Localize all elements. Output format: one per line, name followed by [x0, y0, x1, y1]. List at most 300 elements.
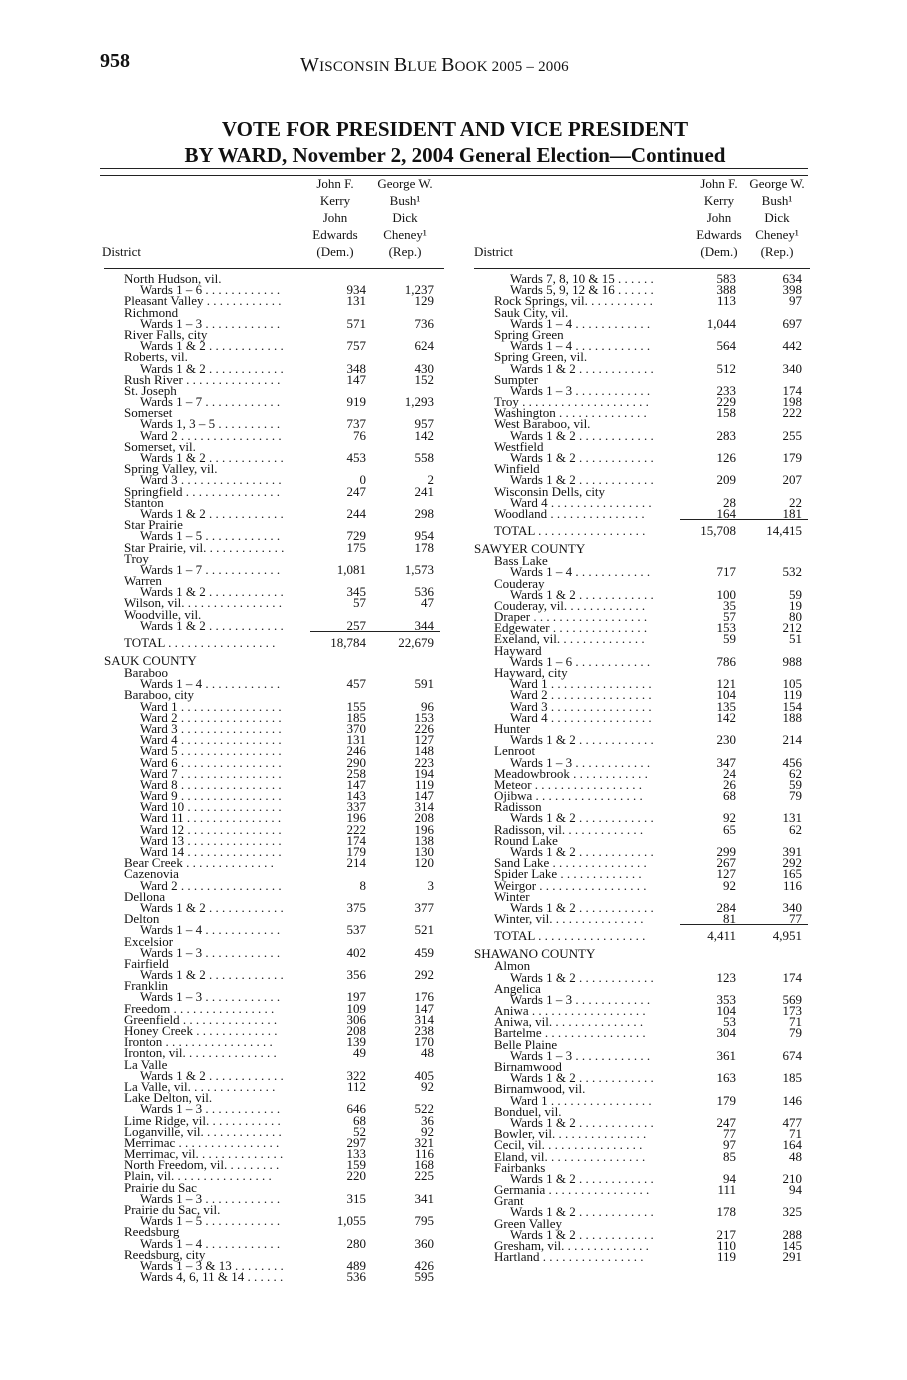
dem-votes: 135 — [716, 698, 736, 714]
district-label: Franklin — [124, 978, 169, 994]
district-label: Ward 2 . . . . . . . . . . . . . . . . — [510, 687, 652, 703]
dem-votes: 217 — [716, 1226, 736, 1242]
dem-header-line: (Dem.) — [700, 244, 738, 259]
dem-votes: 230 — [716, 732, 736, 748]
rep-votes: 340 — [782, 899, 802, 915]
dem-votes: 353 — [716, 991, 736, 1007]
district-label: Ojibwa . . . . . . . . . . . . . . . . . — [494, 788, 643, 804]
rep-header-line: Dick — [392, 210, 418, 225]
rep-votes: 153 — [414, 709, 434, 725]
rep-votes: 154 — [782, 698, 802, 714]
rep-votes: 360 — [414, 1235, 434, 1251]
dem-votes: 81 — [723, 911, 736, 927]
dem-votes: 121 — [716, 676, 736, 692]
rep-header-line: Cheney¹ — [383, 227, 427, 242]
dem-votes: 267 — [716, 855, 736, 871]
book-title-isconsin: ISCONSIN — [319, 59, 394, 75]
dem-votes: 185 — [346, 709, 366, 725]
dem-votes: 131 — [346, 293, 366, 309]
district-label: La Valle, vil. . . . . . . . . . . . . . — [124, 1078, 276, 1094]
district-label: Springfield . . . . . . . . . . . . . . . — [124, 483, 280, 499]
rep-votes: 178 — [414, 539, 434, 555]
rep-votes: 532 — [782, 564, 802, 580]
district-label: Rock Springs, vil. . . . . . . . . . . — [494, 293, 653, 309]
rep-votes: 116 — [782, 877, 802, 893]
district-label: Aniwa . . . . . . . . . . . . . . . . . . — [494, 1003, 646, 1019]
district-label: Wards 1 & 2 . . . . . . . . . . . . — [140, 584, 284, 600]
district-label: Wards 1 – 3 . . . . . . . . . . . . — [140, 1190, 281, 1206]
rep-votes: 196 — [414, 821, 434, 837]
rep-header-line: (Rep.) — [388, 244, 422, 259]
dem-votes: 729 — [346, 528, 366, 544]
district-label: Plain, vil. . . . . . . . . . . . . . . . — [124, 1168, 272, 1184]
dem-votes: 919 — [346, 394, 366, 410]
district-label: Wards 1 – 3 . . . . . . . . . . . . — [510, 382, 651, 398]
district-label: Belle Plaine — [494, 1036, 558, 1052]
district-label: Wards 1 & 2 . . . . . . . . . . . . — [140, 450, 284, 465]
table-row — [474, 505, 810, 521]
district-label: Dellona — [124, 888, 166, 904]
dem-votes: 375 — [346, 899, 366, 915]
table-row — [474, 1249, 810, 1265]
rep-votes: 22,679 — [398, 635, 434, 650]
rep-votes: 344 — [414, 617, 434, 633]
district-label: Ward 14 . . . . . . . . . . . . . . . — [140, 844, 282, 859]
district-label: Prairie du Sac, vil. — [124, 1202, 221, 1217]
dem-votes: 104 — [716, 687, 736, 703]
district-label: Ward 3 . . . . . . . . . . . . . . . . — [140, 720, 282, 736]
dem-votes: 290 — [346, 754, 366, 770]
dem-votes: 85 — [723, 1148, 736, 1164]
dem-votes: 153 — [716, 620, 736, 636]
district-label: Angelica — [494, 980, 541, 996]
rep-votes: 194 — [414, 765, 434, 781]
title-rule — [100, 168, 808, 169]
district-label: Hayward, city — [494, 665, 568, 680]
district-label: Wards 1 & 2 . . . . . . . . . . . . — [140, 505, 284, 521]
rep-votes: 148 — [414, 743, 434, 759]
district-label: Wards 1 – 7 . . . . . . . . . . . . — [140, 394, 281, 410]
rep-votes: 48 — [789, 1148, 802, 1164]
dem-votes: 370 — [346, 720, 366, 736]
district-label: Prairie du Sac — [124, 1179, 197, 1195]
dem-votes: 111 — [717, 1182, 736, 1198]
rep-votes: 138 — [414, 832, 434, 848]
dem-votes: 299 — [716, 844, 736, 859]
district-label: Ward 11 . . . . . . . . . . . . . . . — [140, 810, 282, 826]
rep-votes: 2 — [427, 472, 434, 488]
dem-votes: 388 — [716, 282, 736, 298]
district-label: Washington . . . . . . . . . . . . . . — [494, 405, 647, 421]
district-label: Wards 1 – 3 . . . . . . . . . . . . — [510, 1047, 651, 1063]
rep-votes: 176 — [414, 989, 434, 1005]
dem-votes: 126 — [716, 450, 736, 465]
rep-votes: 1,293 — [404, 394, 434, 410]
table-row — [474, 911, 810, 927]
dem-votes: 536 — [346, 1269, 366, 1285]
district-label: Edgewater . . . . . . . . . . . . . . . — [494, 620, 648, 636]
district-label: Wards 1 – 3 & 13 . . . . . . . . — [140, 1257, 284, 1273]
district-label: Star Prairie — [124, 517, 183, 533]
district-label: Richmond — [124, 304, 179, 320]
dem-votes: 583 — [716, 271, 736, 286]
rep-votes: 142 — [414, 427, 434, 443]
district-label: Wards 1 & 2 . . . . . . . . . . . . — [510, 844, 654, 859]
rep-votes: 97 — [789, 293, 802, 309]
rep-votes: 170 — [414, 1034, 434, 1050]
district-label: Rush River . . . . . . . . . . . . . . . — [124, 371, 281, 387]
district-label: Bowler, vil. . . . . . . . . . . . . . . — [494, 1126, 647, 1142]
district-label: Wards 1 – 4 . . . . . . . . . . . . — [140, 676, 281, 692]
dem-votes: 110 — [716, 1238, 736, 1253]
district-label: Couderay — [494, 575, 545, 591]
rep-votes: 80 — [789, 609, 802, 625]
district-label: Wards 1 – 6 . . . . . . . . . . . . — [140, 282, 281, 298]
rep-votes: 459 — [414, 944, 434, 960]
district-label: Wards 1 – 3 . . . . . . . . . . . . — [140, 944, 281, 960]
rep-votes: 62 — [789, 765, 802, 781]
rep-votes: 1,573 — [404, 561, 434, 577]
book-title-w: W — [300, 54, 320, 76]
rep-votes: 634 — [782, 271, 802, 286]
district-label: Ward 12 . . . . . . . . . . . . . . . — [140, 821, 282, 837]
rep-votes: 165 — [782, 866, 802, 882]
dem-votes: 139 — [346, 1034, 366, 1050]
district-label: SAUK COUNTY — [104, 653, 197, 668]
district-label: Wards 1 & 2 . . . . . . . . . . . . — [140, 899, 284, 915]
district-label: Grant — [494, 1193, 524, 1209]
rep-header-line: George W. — [749, 176, 805, 191]
district-label: Couderay, vil. . . . . . . . . . . . . — [494, 597, 646, 613]
rep-votes: 214 — [782, 732, 802, 748]
rep-votes: 558 — [414, 450, 434, 465]
rep-votes: 71 — [789, 1014, 802, 1030]
district-label: Ward 4 . . . . . . . . . . . . . . . . — [140, 732, 282, 748]
rep-votes: 168 — [414, 1157, 434, 1173]
rep-votes: 222 — [782, 405, 802, 421]
dem-votes: 133 — [346, 1146, 366, 1162]
rep-header-line: Bush¹ — [389, 193, 421, 208]
rep-votes: 377 — [414, 899, 434, 915]
district-label: Freedom . . . . . . . . . . . . . . . . — [124, 1000, 275, 1016]
dem-votes: 57 — [723, 609, 736, 625]
dem-votes: 737 — [346, 416, 366, 432]
district-label: River Falls, city — [124, 326, 208, 342]
district-label: Wards 1 – 3 . . . . . . . . . . . . — [510, 991, 651, 1007]
district-label: Wilson, vil. . . . . . . . . . . . . . . . — [124, 595, 283, 611]
district-label: Wards 1 – 5 . . . . . . . . . . . . — [140, 528, 281, 544]
dem-header — [692, 175, 746, 260]
district-label: Wards 1 & 2 . . . . . . . . . . . . — [510, 969, 654, 985]
dem-votes: 49 — [353, 1045, 366, 1061]
right-column — [474, 176, 810, 1265]
dem-header-line: Edwards — [696, 227, 742, 242]
dem-votes: 337 — [346, 799, 366, 815]
rep-votes: 405 — [414, 1067, 434, 1083]
district-label: Wards 1 & 2 . . . . . . . . . . . . — [140, 967, 284, 983]
header-bottom-rule — [474, 268, 810, 269]
rep-votes: 179 — [782, 450, 802, 465]
dem-votes: 142 — [716, 709, 736, 725]
district-label: Exeland, vil. . . . . . . . . . . . . . — [494, 631, 645, 647]
district-label: Wards 1 & 2 . . . . . . . . . . . . — [510, 360, 654, 376]
rep-votes: 59 — [789, 586, 802, 602]
dem-votes: 28 — [723, 494, 736, 510]
dem-votes: 131 — [346, 732, 366, 748]
dem-votes: 222 — [346, 821, 366, 837]
rep-votes: 14,415 — [766, 523, 802, 539]
book-title-b1: B — [393, 54, 408, 76]
district-label: Green Valley — [494, 1215, 562, 1231]
dem-votes: 100 — [716, 586, 736, 602]
district-label: Wards 1 – 7 . . . . . . . . . . . . — [140, 561, 281, 577]
rep-votes: 456 — [782, 754, 802, 770]
district-label: Woodville, vil. — [124, 606, 202, 622]
district-label: North Freedom, vil. . . . . . . . . — [124, 1157, 280, 1173]
rep-votes: 736 — [414, 315, 434, 331]
district-label: Winter, vil. . . . . . . . . . . . . . . — [494, 911, 644, 927]
dem-votes: 512 — [716, 360, 736, 376]
rep-votes: 212 — [782, 620, 802, 636]
dem-votes: 348 — [346, 360, 366, 376]
district-label: Ward 5 . . . . . . . . . . . . . . . . — [140, 743, 282, 759]
dem-votes: 306 — [346, 1011, 366, 1027]
left-rows — [104, 271, 444, 1285]
district-label: Reedsburg — [124, 1224, 180, 1240]
district-label: Hartland . . . . . . . . . . . . . . . . — [494, 1249, 644, 1265]
dem-votes: 229 — [716, 394, 736, 410]
dem-votes: 119 — [716, 1249, 736, 1265]
dem-votes: 8 — [359, 877, 366, 893]
rep-votes: 391 — [782, 844, 802, 859]
district-label: Wards 1 – 3 . . . . . . . . . . . . — [140, 1101, 281, 1117]
district-label: St. Joseph — [124, 382, 177, 398]
rep-votes: 173 — [782, 1003, 802, 1019]
dem-votes: 322 — [346, 1067, 366, 1083]
dem-votes: 757 — [346, 338, 366, 354]
district-label: Wards 1 & 2 . . . . . . . . . . . . — [510, 1070, 654, 1086]
dem-votes: 26 — [723, 776, 736, 792]
dem-votes: 112 — [346, 1078, 366, 1094]
dem-votes: 315 — [346, 1190, 366, 1206]
rep-votes: 145 — [782, 1238, 802, 1253]
rep-votes: 241 — [414, 483, 434, 499]
district-label: Wards 1 & 2 . . . . . . . . . . . . — [140, 1067, 284, 1083]
table-title-line2: BY WARD, November 2, 2004 General Election—Continued — [184, 143, 726, 167]
dem-votes: 257 — [346, 617, 366, 633]
district-label: North Hudson, vil. — [124, 271, 222, 286]
table-row — [104, 637, 444, 649]
rep-votes: 174 — [782, 969, 802, 985]
rep-votes: 94 — [789, 1182, 802, 1198]
rep-votes: 59 — [789, 776, 802, 792]
district-label: Sauk City, vil. — [494, 304, 569, 320]
dem-votes: 18,784 — [330, 635, 366, 650]
rep-votes: 185 — [782, 1070, 802, 1086]
rep-votes: 48 — [421, 1045, 434, 1061]
dem-votes: 258 — [346, 765, 366, 781]
rep-header-line: Cheney¹ — [755, 227, 799, 242]
dem-votes: 4,411 — [707, 928, 736, 944]
district-label: Wards 5, 9, 12 & 16 . . . . . . — [510, 282, 654, 298]
district-label: Troy — [124, 550, 149, 566]
district-label: Ward 13 . . . . . . . . . . . . . . . — [140, 832, 282, 848]
book-title-lue: LUE — [407, 59, 442, 75]
district-label: Ward 9 . . . . . . . . . . . . . . . . — [140, 788, 282, 804]
rep-votes: 127 — [414, 732, 434, 748]
district-label: Weirgor . . . . . . . . . . . . . . . . . — [494, 877, 647, 893]
rep-votes: 292 — [414, 967, 434, 983]
district-label: Ward 8 . . . . . . . . . . . . . . . . — [140, 776, 282, 792]
rep-header-line: Bush¹ — [761, 193, 793, 208]
rep-votes: 4,951 — [772, 928, 802, 944]
rep-votes: 795 — [414, 1213, 434, 1229]
table-title — [95, 116, 815, 168]
rep-votes: 147 — [414, 1000, 434, 1016]
district-label: Ward 7 . . . . . . . . . . . . . . . . — [140, 765, 282, 781]
district-label: Wards 1 – 5 . . . . . . . . . . . . — [140, 1213, 281, 1229]
rep-votes: 3 — [427, 877, 434, 893]
total-rule — [680, 924, 808, 925]
district-label: Greenfield . . . . . . . . . . . . . . . — [124, 1011, 278, 1027]
dem-votes: 244 — [346, 505, 366, 521]
district-label: Warren — [124, 573, 162, 589]
district-label: Meadowbrook . . . . . . . . . . . . — [494, 765, 648, 781]
rep-votes: 207 — [782, 472, 802, 488]
rep-header — [744, 175, 810, 260]
dem-votes: 247 — [716, 1114, 736, 1130]
district-label: Stanton — [124, 494, 164, 510]
dem-votes: 717 — [716, 564, 736, 580]
district-label: Honey Creek . . . . . . . . . . . . . — [124, 1023, 278, 1038]
dem-votes: 143 — [346, 788, 366, 804]
total-rule — [310, 631, 440, 632]
rep-votes: 19 — [789, 597, 802, 613]
dem-header-line: (Dem.) — [316, 244, 354, 259]
district-label: Spider Lake . . . . . . . . . . . . . — [494, 866, 642, 882]
district-label: Meteor . . . . . . . . . . . . . . . . . — [494, 776, 643, 792]
dem-header-line: John F. — [316, 176, 354, 191]
dem-votes: 68 — [723, 788, 736, 804]
district-label: Birnamwood — [494, 1059, 562, 1074]
rep-votes: 954 — [414, 528, 434, 544]
dem-votes: 179 — [346, 844, 366, 859]
district-label: Cazenovia — [124, 866, 179, 882]
district-label: Wards 1 & 2 . . . . . . . . . . . . — [510, 450, 654, 465]
district-label: Round Lake — [494, 832, 558, 848]
dem-votes: 123 — [716, 969, 736, 985]
table-row — [104, 539, 444, 555]
rep-votes: 77 — [789, 911, 802, 927]
dem-votes: 356 — [346, 967, 366, 983]
rep-votes: 522 — [414, 1101, 434, 1117]
dem-votes: 109 — [346, 1000, 366, 1016]
rep-votes: 181 — [782, 505, 802, 521]
dem-votes: 280 — [346, 1235, 366, 1251]
dem-votes: 113 — [716, 293, 736, 309]
dem-votes: 361 — [716, 1047, 736, 1063]
district-label: Ironton . . . . . . . . . . . . . . . . . — [124, 1034, 273, 1050]
dem-votes: 537 — [346, 922, 366, 938]
district-label: Troy . . . . . . . . . . . . . . . . . . . . — [494, 394, 649, 410]
rep-votes: 119 — [414, 776, 434, 792]
district-label: Wards 1 – 4 . . . . . . . . . . . . — [510, 315, 651, 331]
right-column-header — [474, 176, 810, 268]
rep-votes: 131 — [782, 810, 802, 826]
left-column-header — [104, 176, 444, 268]
dem-votes: 1,081 — [336, 561, 366, 577]
dem-votes: 247 — [346, 483, 366, 499]
dem-votes: 77 — [723, 1126, 736, 1142]
dem-votes: 57 — [353, 595, 366, 611]
dem-votes: 68 — [353, 1112, 366, 1128]
district-label: Lime Ridge, vil. . . . . . . . . . . . — [124, 1112, 281, 1128]
header-bottom-rule — [104, 268, 444, 269]
district-label: Wisconsin Dells, city — [494, 483, 606, 499]
dem-votes: 94 — [723, 1170, 736, 1186]
rep-votes: 164 — [782, 1137, 802, 1153]
district-label: Ward 1 . . . . . . . . . . . . . . . . — [510, 676, 652, 692]
district-label: Lake Delton, vil. — [124, 1090, 213, 1106]
dem-votes: 92 — [723, 810, 736, 826]
district-label: Sumpter — [494, 371, 539, 387]
district-label: Ward 2 . . . . . . . . . . . . . . . . — [140, 709, 282, 725]
book-title — [300, 54, 569, 77]
dem-votes: 246 — [346, 743, 366, 759]
district-label: Wards 1 – 3 . . . . . . . . . . . . — [140, 989, 281, 1005]
rep-votes: 591 — [414, 676, 434, 692]
rep-votes: 595 — [414, 1269, 434, 1285]
rep-votes: 255 — [782, 427, 802, 443]
rep-header-line: George W. — [377, 176, 433, 191]
rep-votes: 697 — [782, 315, 802, 331]
dem-votes: 196 — [346, 810, 366, 826]
district-label: Wards 1 & 2 . . . . . . . . . . . . — [510, 1226, 654, 1242]
district-label: Pleasant Valley . . . . . . . . . . . . — [124, 293, 282, 309]
dem-votes: 155 — [346, 698, 366, 714]
rep-votes: 129 — [414, 293, 434, 309]
district-label: Almon — [494, 958, 531, 974]
total-rule — [680, 519, 808, 520]
dem-votes: 76 — [353, 427, 366, 443]
district-label: Radisson — [494, 799, 542, 815]
district-label: Excelsior — [124, 933, 174, 949]
rep-votes: 341 — [414, 1190, 434, 1206]
dem-votes: 233 — [716, 382, 736, 398]
rep-votes: 223 — [414, 754, 434, 770]
district-header: District — [474, 244, 513, 259]
district-label: Ward 3 . . . . . . . . . . . . . . . . — [510, 698, 652, 714]
dem-votes: 178 — [716, 1204, 736, 1220]
district-label: Germania . . . . . . . . . . . . . . . . — [494, 1182, 650, 1198]
district-label: Delton — [124, 911, 160, 927]
district-label: Baraboo — [124, 665, 169, 680]
rep-header — [372, 175, 438, 260]
table-row — [104, 617, 444, 633]
district-label: Merrimac . . . . . . . . . . . . . . . . — [124, 1134, 280, 1150]
dem-votes: 15,708 — [700, 523, 736, 539]
rep-votes: 624 — [414, 338, 434, 354]
dem-votes: 457 — [346, 676, 366, 692]
rep-votes: 674 — [782, 1047, 802, 1063]
dem-votes: 1,044 — [706, 315, 736, 331]
dem-votes: 786 — [716, 653, 736, 669]
district-label: TOTAL . . . . . . . . . . . . . . . . . — [494, 523, 646, 539]
district-label: Wards 1 – 4 . . . . . . . . . . . . — [140, 922, 281, 938]
district-label: Wards 1 & 2 . . . . . . . . . . . . — [510, 899, 654, 915]
district-label: Wards 1 & 2 . . . . . . . . . . . . — [510, 586, 654, 602]
rep-votes: 957 — [414, 416, 434, 432]
